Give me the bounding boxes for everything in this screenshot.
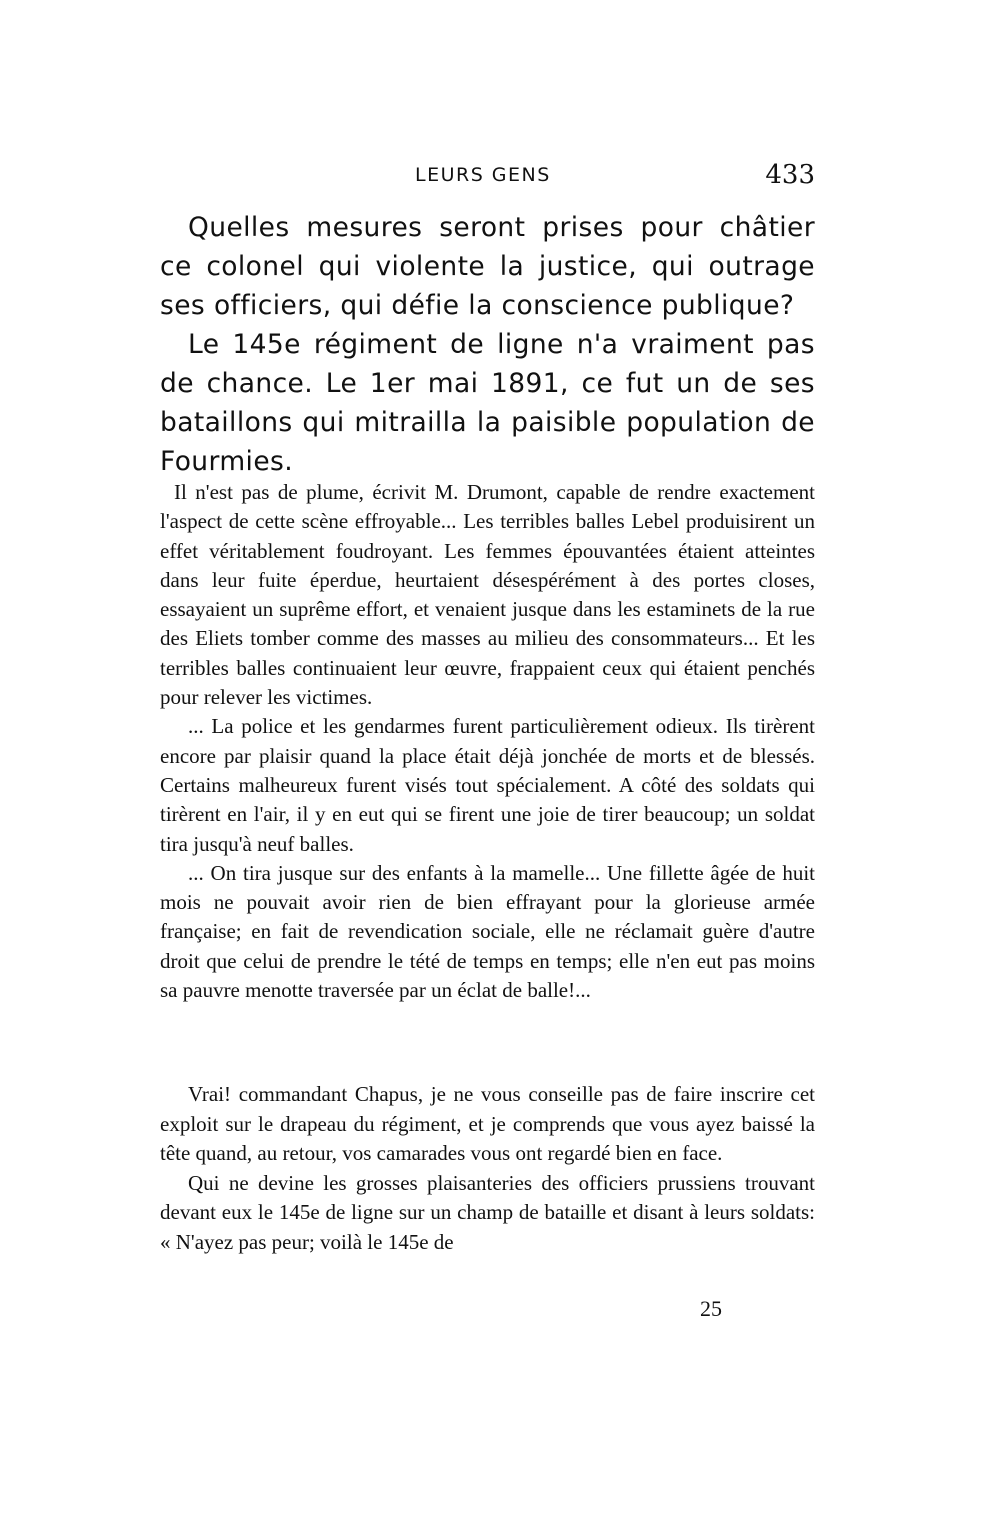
running-head [160,160,815,196]
lead-paragraph: Quelles mesures seront prises pour châtier ce colonel qui violente la justice, qui outrage ses officiers, qui défie la conscience publique? [160,212,815,321]
lead-paragraph: Le 145e régiment de ligne n'a vraiment pas de chance. Le 1er mai 1891, ce fut un de ses bataillons qui mitrailla la paisible population de Fourmies. [160,329,815,477]
page-number: 433 [765,160,815,190]
running-title: LEURS GENS [415,164,551,186]
signature-mark: 25 [700,1296,722,1321]
quotation-block [160,478,815,1005]
body-paragraph: Vrai! commandant Chapus, je ne vous conseille pas de faire inscrire cet exploit sur le drapeau du régiment, et je comprends que vous ayez baissé la tête quand, au retour, vos camarades vous ont regardé bien en face. [160,1082,815,1165]
quote-paragraph: ... La police et les gendarmes furent particulièrement odieux. Ils tirèrent encore par plaisir quand la place était déjà jonchée de morts et de blessés. Certains malheureux furent visés tout spécialement. A côté des soldats qui tirèrent en l'air, il y en eut qui se firent une joie de tirer beaucoup; un soldat tira jusqu'à neuf balles. [160,714,815,856]
quote-paragraph: Il n'est pas de plume, écrivit M. Drumont, capable de rendre exactement l'aspect de cette scène effroyable... Les terribles balles Lebel produisirent un effet véritablement foudroyant. Les femmes épouvantées étaient atteintes dans leur fuite éperdue, heurtaient désespérément à des portes closes, essayaient un suprême effort, et venaient jusque dans les estaminets de la rue des Eliets tomber comme des masses au milieu des consommateurs... Et les terribles balles continuaient leur œuvre, frappaient ceux qui étaient penchés pour relever les victimes. [160,480,815,710]
body-text-block [160,1080,815,1257]
quote-paragraph: ... On tira jusque sur des enfants à la mamelle... Une fillette âgée de huit mois ne pouvait avoir rien de bien effrayant pour la glorieuse armée française; en fait de revendication sociale, elle ne réclamait guère d'autre droit que celui de prendre le tété de temps en temps; elle n'en eut pas moins sa pauvre menotte traversée par un éclat de balle!... [160,860,815,1003]
body-paragraph: Qui ne devine les grosses plaisanteries des officiers prussiens trouvant devant eux le 145e de ligne sur un champ de bataille et disant à leurs soldats: « N'ayez pas peur; voilà le 145e de [160,1170,815,1254]
lead-text-block [160,208,815,481]
